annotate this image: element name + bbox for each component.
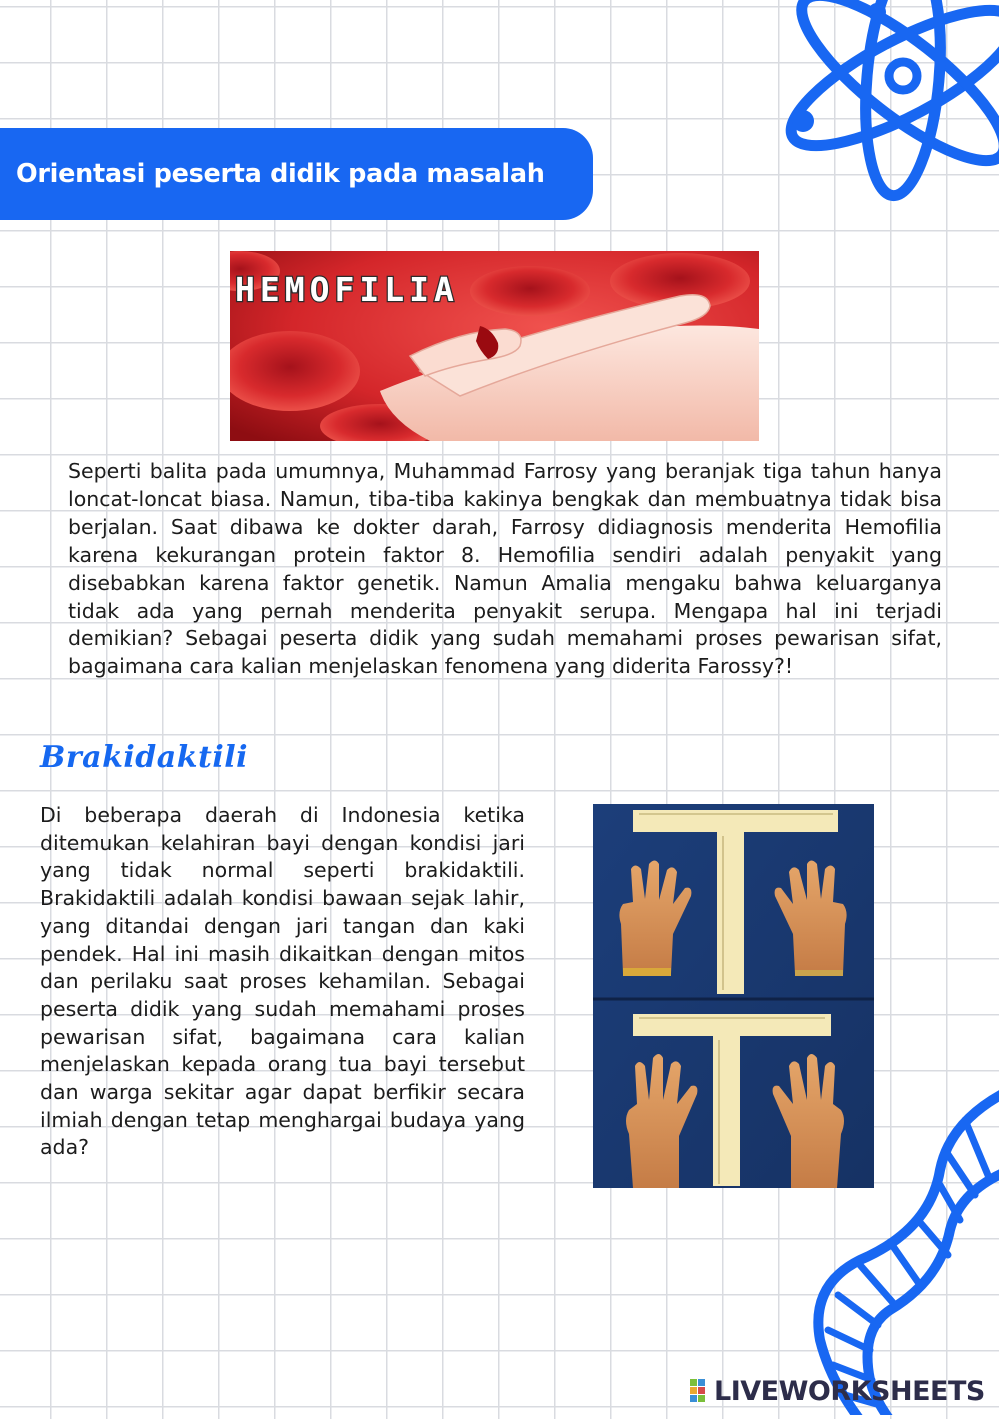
liveworksheets-logo-icon bbox=[690, 1377, 712, 1405]
dna-icon bbox=[800, 1080, 999, 1415]
brakidaktili-paragraph: Di beberapa daerah di Indonesia ketika ditemukan kelahiran bayi dengan kondisi jari yang tidak normal seperti brakidaktili. Brakidaktili adalah kondisi bawaan sejak lahir, yang ditandai dengan jari tangan dan kaki pendek. Hal ini masih dikaitkan dengan mitos dan perilaku saat proses kehamilan. Sebagai peserta didik yang sudah memahami proses pewarisan sifat, bagaimana cara kalian menjelaskan kepada orang tua bayi tersebut dan warga sekitar agar dapat berfikir secara ilmiah dengan tetap menghargai budaya yang ada? bbox=[40, 803, 525, 1160]
section-header-tab bbox=[0, 128, 593, 220]
hemofilia-paragraph: Seperti balita pada umumnya, Muhammad Farrosy yang beranjak tiga tahun hanya loncat-loncat biasa. Namun, tiba-tiba kakinya bengkak dan membuatnya tidak bisa berjalan. Saat dibawa ke dokter darah, Farrosy didiagnosis menderita Hemofilia karena kekurangan protein faktor 8. Hemofilia sendiri adalah penyakit yang disebabkan karena faktor genetik. Namun Amalia mengaku bahwa keluarganya tidak ada yang pernah menderita penyakit serupa. Mengapa hal ini terjadi demikian? Sebagai peserta didik yang sudah memahami proses pewarisan sifat, bagaimana cara kalian menjelaskan fenomena yang diderita Farossy?! bbox=[68, 459, 942, 679]
brand-name: LIVEWORKSHEETS bbox=[714, 1375, 985, 1407]
section-title-brakidaktili: Brakidaktili bbox=[40, 740, 249, 775]
hemofilia-caption: HEMOFILIA bbox=[235, 270, 459, 309]
hemofilia-image bbox=[230, 251, 759, 441]
page-title: Orientasi peserta didik pada masalah bbox=[16, 159, 545, 189]
atom-icon bbox=[765, 0, 999, 205]
liveworksheets-brand bbox=[690, 1374, 985, 1408]
